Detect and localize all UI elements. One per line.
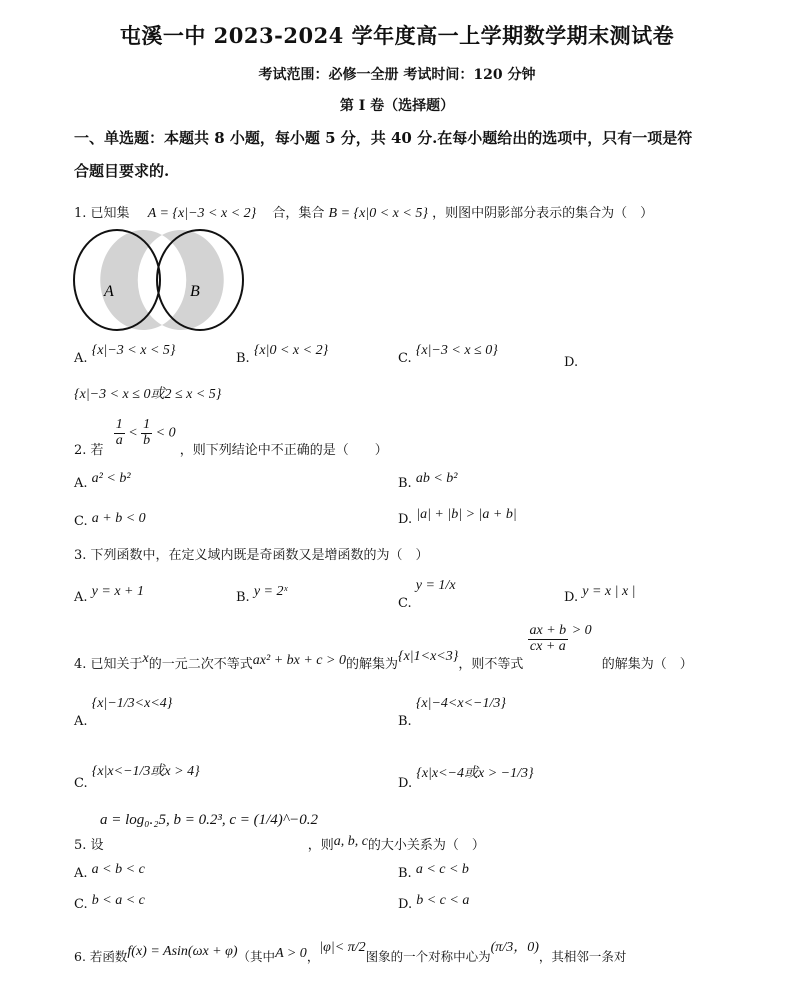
venn-label-b: B — [190, 283, 200, 300]
q1-option-d-label: D. — [564, 355, 579, 370]
q5-option-d: D. b < c < a — [398, 893, 470, 912]
q1-tail: ，则图中阴影部分表示的集合为（ ） — [432, 206, 654, 221]
q1-set-a: A = {x|−3 < x < 2} — [147, 206, 257, 221]
q2-option-b: B. ab < b² — [398, 471, 458, 491]
q1-stem — [74, 202, 653, 222]
q4-option-a: A. {x|−1/3<x<4} — [74, 696, 173, 729]
q4-number: 4. 已知关于 — [74, 657, 143, 673]
q1-option-b: B. {x|0 < x < 2} — [236, 343, 329, 366]
q2-tail: ，则下列结论中不正确的是（ ） — [179, 443, 388, 459]
q3-option-a: A. y = x + 1 — [74, 584, 144, 605]
q5-number: 5. 设 — [74, 838, 104, 853]
volume-title: 第 I 卷（选择题） — [339, 98, 455, 114]
section-heading-line1: 一、单选题：本题共 8 小题，每小题 5 分，共 40 分.在每小题给出的选项中，只有一项是符 — [74, 129, 693, 147]
exam-scope: 考试范围：必修一全册 考试时间：120 分钟 — [258, 67, 536, 83]
q4-option-c: C. {x|x<−1/3或x > 4} — [74, 764, 200, 791]
q5-expression: a = log₀.₂5, b = 0.2³, c = (1/4)^−0.2 — [100, 812, 318, 828]
q5-stem: 5. 设 ，则a, b, c的大小关系为（ ） — [74, 834, 485, 853]
venn-shaded-b — [162, 230, 224, 330]
q2-stem: 2. 若 $\frac{1}{a}$ < $\frac{1}{b}$ < 0 ，则下列结论中不正确的是（ ） — [74, 417, 388, 459]
q4-option-d: D. {x|x<−4或x > −1/3} — [398, 766, 534, 791]
q5-option-a: A. a < b < c — [74, 862, 145, 881]
q3-stem: 3. 下列函数中，在定义域内既是奇函数又是增函数的为（ ） — [74, 548, 429, 563]
q3-option-c: C. y = 1/x — [398, 578, 456, 611]
q1-option-c: C. {x|−3 < x ≤ 0} — [398, 343, 498, 366]
q5-option-c: C. b < a < c — [74, 893, 145, 912]
q3-option-d: D. y = x | x | — [564, 584, 636, 605]
q1-option-d-text: {x|−3 < x ≤ 0或2 ≤ x < 5} — [74, 387, 222, 402]
q6-number: 6. 若函数 — [74, 949, 128, 964]
q1-option-a: A. {x|−3 < x < 5} — [74, 343, 176, 366]
q2-option-a: A. a² < b² — [74, 471, 131, 491]
q2-option-d: D. |a| + |b| > |a + b| — [398, 507, 517, 527]
venn-shaded-a — [100, 230, 162, 330]
q4-option-b: B. {x|−4<x<−1/3} — [398, 696, 506, 729]
q4-stem: 4. 已知关于x的一元二次不等式ax² + bx + c > 0的解集为{x|1<x<3}，则不等式 $\frac{ax + b}{cx + a}$ > 0 的解集为（ ） — [74, 623, 693, 673]
q1-mid: 合，集合 — [272, 206, 325, 221]
venn-label-a: A — [104, 283, 114, 300]
q1-set-b: B = {x|0 < x < 5} — [328, 206, 428, 221]
q1-number: 1. 已知集 — [74, 206, 130, 221]
q2-option-c: C. a + b < 0 — [74, 511, 146, 529]
q5-option-b: B. a < c < b — [398, 862, 469, 881]
q2-number: 2. 若 — [74, 443, 104, 459]
q6-stem: 6. 若函数f(x) = Asin(ωx + φ)（其中A > 0，|φ|< π/2图象的一个对称中心为(π/3，0)，其相邻一条对 — [74, 940, 627, 964]
section-heading-line2: 合题目要求的. — [74, 162, 170, 180]
venn-diagram — [70, 226, 250, 334]
q3-option-b: B. y = 2ˣ — [236, 584, 288, 605]
page-title: 屯溪一中 2023-2024 学年度高一上学期数学期末测试卷 — [119, 23, 675, 48]
